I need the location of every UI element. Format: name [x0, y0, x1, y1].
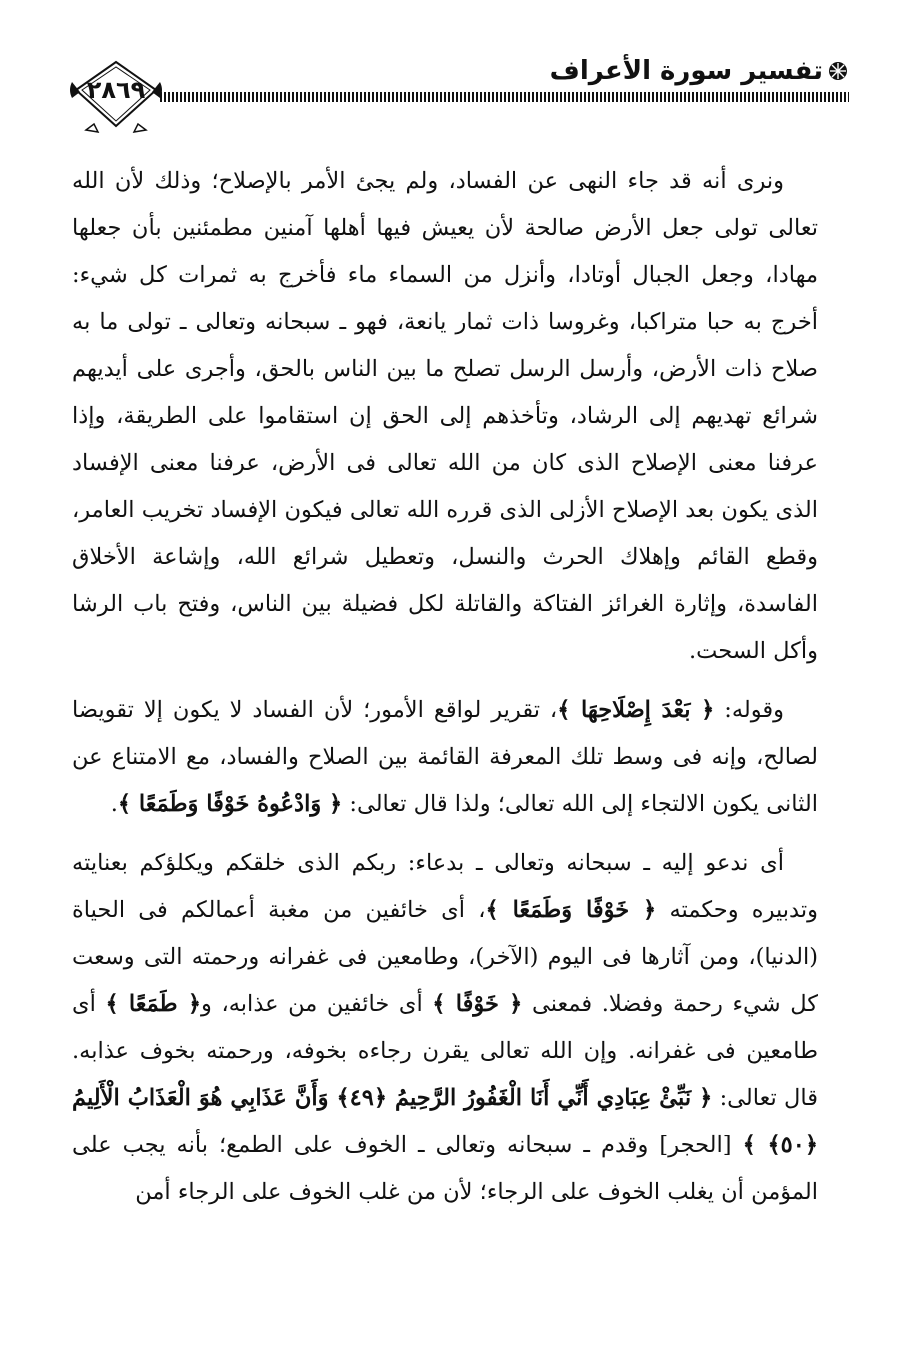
- text-segment: [الحجر] وقدم ـ سبحانه وتعالى ـ الخوف على الطمع؛ بأنه يجب على المؤمن أن يغلب الخوف على الرجاء؛ لأن من غلب الخوف على الرجاء أمن: [72, 1132, 818, 1205]
- paragraph: [72, 158, 818, 675]
- sura-title: تفسير سورة الأعراف: [549, 56, 823, 86]
- text-segment: ، أى خائفين من مغبة أعمالكم فى الحياة (الدنيا)، ومن آثارها فى اليوم (الآخر)، وطامعين فى غفرانه ورحمته التى وسعت كل شيء رحمة وفضلا. فمعنى: [72, 897, 818, 1017]
- quran-verse: ﴿ خَوْفًا ﴾: [432, 991, 523, 1017]
- quran-verse: ﴿ نَبِّئْ عِبَادِي أَنِّي أَنَا الْغَفُورُ الرَّحِيمُ ﴿٤٩﴾ وَأَنَّ عَذَابِي هُوَ الْعَذَابُ الْأَلِيمُ ﴿٥٠﴾ ﴾: [72, 1085, 818, 1158]
- text-segment: وقوله:: [714, 697, 785, 723]
- quran-verse: ﴿ طَمَعًا ﴾: [105, 991, 202, 1017]
- text-segment: .: [110, 791, 118, 817]
- header-rule: [160, 92, 849, 102]
- quran-verse: ﴿ وَادْعُوهُ خَوْفًا وَطَمَعًا ﴾: [117, 791, 343, 817]
- text-segment: أى طامعين فى غفرانه. وإن الله تعالى يقرن رجاءه بخوفه، ورحمته بخوف عذابه. قال تعالى:: [72, 991, 818, 1111]
- body-text: [72, 158, 818, 1216]
- text-segment: أى خائفين من عذابه، و: [201, 991, 433, 1017]
- page-number: ٢٨٦٩: [86, 76, 146, 104]
- text-segment: ، تقرير لواقع الأمور؛ لأن الفساد لا يكون إلا تقويضا لصالح، وإنه فى وسط تلك المعرفة القائمة بين الصلاح والفساد، مع الامتناع عن الثانى يكون الالتجاء إلى الله تعالى؛ ولذا قال تعالى:: [72, 697, 818, 817]
- page-header: [0, 0, 923, 140]
- text-segment: أى ندعو إليه ـ سبحانه وتعالى ـ بدعاء: ربكم الذى خلقكم ويكلؤكم بعنايته وتدبيره وحكمته: [72, 850, 818, 923]
- paragraph: [72, 840, 818, 1216]
- text-segment: ونرى أنه قد جاء النهى عن الفساد، ولم يجئ الأمر بالإصلاح؛ وذلك لأن الله تعالى تولى جعل الأرض صالحة لأن يعيش فيها أهلها آمنين مطمئنين بأن جعلها مهادا، وجعل الجبال أوتادا، وأنزل من السماء ماء فأخرج به ثمرات كل شيء: أخرج به حبا متراكبا، وغروسا ذات ثمار يانعة، فهو ـ سبحانه وتعالى ـ تولى ما به صلاح ذات الأرض، وأرسل الرسل تصلح ما بين الناس بالحق، وأجرى على أيديهم شرائع تهديهم إلى الرشاد، وتأخذهم إلى الحق إن استقاموا على الطريقة، وإذا عرفنا معنى الإصلاح الذى كان من الله تعالى فى الأرض، عرفنا معنى الإفساد الذى يكون بعد الإصلاح الأزلى الذى قرره الله تعالى فيكون الإفساد تخريب العامر، وقطع القائم وإهلاك الحرث والنسل، وتعطيل شرائع الله، وإشاعة الأخلاق الفاسدة، وإثارة الغرائز الفتاكة والقاتلة لكل فضيلة بين الناس، وفتح باب الرشا وأكل السحت.: [72, 168, 818, 664]
- paragraph: [72, 687, 818, 828]
- quran-verse: ﴿ بَعْدَ إِصْلَاحِهَا ﴾: [557, 697, 715, 723]
- quran-verse: ﴿ خَوْفًا وَطَمَعًا ﴾: [485, 897, 657, 923]
- ornament-icon: [827, 60, 849, 82]
